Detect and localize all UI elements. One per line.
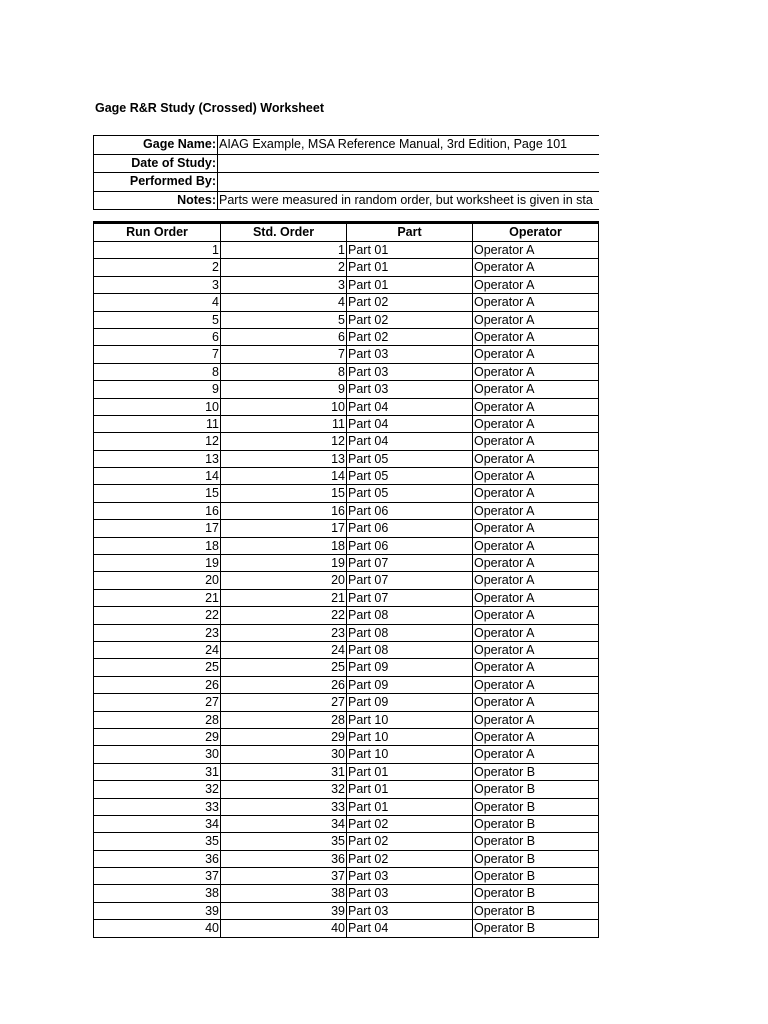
table-row [93, 764, 599, 781]
part-cell[interactable]: Part 02 [346, 816, 472, 832]
part-cell[interactable]: Part 09 [346, 677, 472, 693]
operator-cell[interactable]: Operator A [472, 433, 599, 449]
std-order-cell[interactable]: 9 [220, 381, 346, 397]
std-order-cell[interactable]: 28 [220, 712, 346, 728]
table-header-row [93, 224, 599, 242]
performed-by-row [93, 173, 599, 192]
part-cell[interactable]: Part 04 [346, 433, 472, 449]
run-order-cell[interactable]: 17 [93, 520, 220, 536]
operator-cell[interactable]: Operator A [472, 346, 599, 362]
operator-cell[interactable]: Operator B [472, 851, 599, 867]
table-row [93, 781, 599, 798]
table-row [93, 729, 599, 746]
run-order-cell[interactable]: 38 [93, 885, 220, 901]
table-row [93, 468, 599, 485]
table-row [93, 903, 599, 920]
operator-cell[interactable]: Operator A [472, 451, 599, 467]
table-row [93, 659, 599, 676]
std-order-cell[interactable]: 24 [220, 642, 346, 658]
run-order-cell[interactable]: 27 [93, 694, 220, 710]
run-order-cell[interactable]: 36 [93, 851, 220, 867]
part-cell[interactable]: Part 08 [346, 642, 472, 658]
part-cell[interactable]: Part 04 [346, 920, 472, 936]
operator-cell[interactable]: Operator A [472, 329, 599, 345]
std-order-header: Std. Order [220, 224, 346, 241]
std-order-cell[interactable]: 8 [220, 364, 346, 380]
table-row [93, 364, 599, 381]
performed-by-value[interactable] [218, 173, 599, 191]
run-order-cell[interactable]: 37 [93, 868, 220, 884]
run-order-cell[interactable]: 1 [93, 242, 220, 258]
part-cell[interactable]: Part 05 [346, 451, 472, 467]
performed-by-label: Performed By: [93, 173, 218, 191]
operator-cell[interactable]: Operator B [472, 920, 599, 936]
part-cell[interactable]: Part 05 [346, 485, 472, 501]
part-cell[interactable]: Part 07 [346, 555, 472, 571]
table-row [93, 277, 599, 294]
date-of-study-row [93, 155, 599, 174]
table-row [93, 329, 599, 346]
part-cell[interactable]: Part 02 [346, 294, 472, 310]
operator-cell[interactable]: Operator B [472, 903, 599, 919]
std-order-cell[interactable]: 32 [220, 781, 346, 797]
operator-cell[interactable]: Operator A [472, 242, 599, 258]
std-order-cell[interactable]: 37 [220, 868, 346, 884]
std-order-cell[interactable]: 1 [220, 242, 346, 258]
run-order-cell[interactable]: 3 [93, 277, 220, 293]
table-row [93, 677, 599, 694]
run-order-cell[interactable]: 4 [93, 294, 220, 310]
table-row [93, 520, 599, 537]
operator-cell[interactable]: Operator A [472, 712, 599, 728]
run-order-cell[interactable]: 14 [93, 468, 220, 484]
run-order-cell[interactable]: 10 [93, 399, 220, 415]
part-cell[interactable]: Part 08 [346, 607, 472, 623]
std-order-cell[interactable]: 18 [220, 538, 346, 554]
part-cell[interactable]: Part 03 [346, 885, 472, 901]
std-order-cell[interactable]: 40 [220, 920, 346, 936]
run-order-cell[interactable]: 40 [93, 920, 220, 936]
table-row [93, 833, 599, 850]
part-cell[interactable]: Part 02 [346, 329, 472, 345]
table-row [93, 885, 599, 902]
run-order-cell[interactable]: 31 [93, 764, 220, 780]
operator-cell[interactable]: Operator A [472, 746, 599, 762]
part-cell[interactable]: Part 01 [346, 764, 472, 780]
std-order-cell[interactable]: 31 [220, 764, 346, 780]
table-row [93, 625, 599, 642]
operator-cell[interactable]: Operator A [472, 416, 599, 432]
std-order-cell[interactable]: 34 [220, 816, 346, 832]
table-row [93, 642, 599, 659]
std-order-cell[interactable]: 27 [220, 694, 346, 710]
gage-name-row [93, 135, 599, 155]
part-cell[interactable]: Part 10 [346, 729, 472, 745]
part-cell[interactable]: Part 09 [346, 694, 472, 710]
operator-cell[interactable]: Operator A [472, 312, 599, 328]
operator-cell[interactable]: Operator A [472, 607, 599, 623]
operator-cell[interactable]: Operator A [472, 625, 599, 641]
table-row [93, 503, 599, 520]
run-order-cell[interactable]: 8 [93, 364, 220, 380]
part-cell[interactable]: Part 10 [346, 746, 472, 762]
notes-row [93, 192, 599, 211]
run-order-cell[interactable]: 39 [93, 903, 220, 919]
operator-cell[interactable]: Operator A [472, 590, 599, 606]
operator-cell[interactable]: Operator A [472, 294, 599, 310]
table-row [93, 312, 599, 329]
operator-cell[interactable]: Operator B [472, 885, 599, 901]
table-row [93, 294, 599, 311]
operator-cell[interactable]: Operator A [472, 677, 599, 693]
table-row [93, 416, 599, 433]
part-cell[interactable]: Part 02 [346, 851, 472, 867]
table-row [93, 607, 599, 624]
gage-name-value[interactable]: AIAG Example, MSA Reference Manual, 3rd Edition, Page 101 [219, 137, 568, 151]
run-order-cell[interactable]: 21 [93, 590, 220, 606]
part-cell[interactable]: Part 03 [346, 903, 472, 919]
run-order-cell[interactable]: 18 [93, 538, 220, 554]
part-cell[interactable]: Part 04 [346, 416, 472, 432]
part-cell[interactable]: Part 09 [346, 659, 472, 675]
operator-cell[interactable]: Operator A [472, 259, 599, 275]
part-cell[interactable]: Part 06 [346, 503, 472, 519]
gage-name-label: Gage Name: [93, 136, 218, 154]
date-of-study-label: Date of Study: [93, 155, 218, 173]
part-cell[interactable]: Part 02 [346, 833, 472, 849]
part-cell[interactable]: Part 01 [346, 277, 472, 293]
date-of-study-value[interactable] [218, 155, 599, 173]
std-order-cell[interactable]: 20 [220, 572, 346, 588]
std-order-cell[interactable]: 2 [220, 259, 346, 275]
std-order-cell[interactable]: 25 [220, 659, 346, 675]
run-order-cell[interactable]: 30 [93, 746, 220, 762]
table-row [93, 346, 599, 363]
std-order-cell[interactable]: 16 [220, 503, 346, 519]
run-order-cell[interactable]: 13 [93, 451, 220, 467]
operator-cell[interactable]: Operator A [472, 381, 599, 397]
run-order-cell[interactable]: 6 [93, 329, 220, 345]
operator-cell[interactable]: Operator B [472, 799, 599, 815]
table-row [93, 555, 599, 572]
table-row [93, 851, 599, 868]
part-cell[interactable]: Part 01 [346, 799, 472, 815]
part-cell[interactable]: Part 07 [346, 590, 472, 606]
run-order-cell[interactable]: 24 [93, 642, 220, 658]
table-row [93, 538, 599, 555]
operator-cell[interactable]: Operator A [472, 694, 599, 710]
operator-cell[interactable]: Operator A [472, 555, 599, 571]
run-order-cell[interactable]: 35 [93, 833, 220, 849]
part-cell[interactable]: Part 03 [346, 868, 472, 884]
run-order-cell[interactable]: 32 [93, 781, 220, 797]
std-order-cell[interactable]: 29 [220, 729, 346, 745]
std-order-cell[interactable]: 36 [220, 851, 346, 867]
operator-cell[interactable]: Operator B [472, 781, 599, 797]
table-row [93, 590, 599, 607]
operator-cell[interactable]: Operator A [472, 277, 599, 293]
table-row [93, 920, 599, 937]
part-cell[interactable]: Part 06 [346, 520, 472, 536]
part-header: Part [346, 224, 472, 241]
operator-cell[interactable]: Operator A [472, 399, 599, 415]
run-order-cell[interactable]: 33 [93, 799, 220, 815]
part-cell[interactable]: Part 01 [346, 781, 472, 797]
run-order-cell[interactable]: 12 [93, 433, 220, 449]
run-order-cell[interactable]: 19 [93, 555, 220, 571]
table-row [93, 399, 599, 416]
part-cell[interactable]: Part 02 [346, 312, 472, 328]
run-order-cell[interactable]: 20 [93, 572, 220, 588]
run-order-cell[interactable]: 9 [93, 381, 220, 397]
run-order-header: Run Order [93, 224, 220, 241]
std-order-cell[interactable]: 4 [220, 294, 346, 310]
std-order-cell[interactable]: 13 [220, 451, 346, 467]
table-row [93, 259, 599, 276]
part-cell[interactable]: Part 06 [346, 538, 472, 554]
part-cell[interactable]: Part 03 [346, 381, 472, 397]
operator-cell[interactable]: Operator A [472, 729, 599, 745]
table-row [93, 485, 599, 502]
operator-cell[interactable]: Operator A [472, 659, 599, 675]
std-order-cell[interactable]: 39 [220, 903, 346, 919]
table-row [93, 868, 599, 885]
operator-cell[interactable]: Operator A [472, 364, 599, 380]
table-row [93, 694, 599, 711]
run-order-cell[interactable]: 26 [93, 677, 220, 693]
std-order-cell[interactable]: 11 [220, 416, 346, 432]
std-order-cell[interactable]: 17 [220, 520, 346, 536]
part-cell[interactable]: Part 04 [346, 399, 472, 415]
std-order-cell[interactable]: 10 [220, 399, 346, 415]
operator-cell[interactable]: Operator B [472, 816, 599, 832]
std-order-cell[interactable]: 35 [220, 833, 346, 849]
table-row [93, 799, 599, 816]
std-order-cell[interactable]: 12 [220, 433, 346, 449]
operator-header: Operator [472, 224, 599, 241]
part-cell[interactable]: Part 01 [346, 242, 472, 258]
std-order-cell[interactable]: 19 [220, 555, 346, 571]
table-row [93, 572, 599, 589]
operator-cell[interactable]: Operator A [472, 468, 599, 484]
run-order-cell[interactable]: 16 [93, 503, 220, 519]
run-order-cell[interactable]: 28 [93, 712, 220, 728]
std-order-cell[interactable]: 21 [220, 590, 346, 606]
std-order-cell[interactable]: 30 [220, 746, 346, 762]
notes-value[interactable]: Parts were measured in random order, but worksheet is given in sta [219, 192, 593, 207]
table-row [93, 451, 599, 468]
run-order-cell[interactable]: 7 [93, 346, 220, 362]
table-row [93, 381, 599, 398]
std-order-cell[interactable]: 3 [220, 277, 346, 293]
table-row [93, 712, 599, 729]
table-row [93, 746, 599, 763]
std-order-cell[interactable]: 22 [220, 607, 346, 623]
part-cell[interactable]: Part 01 [346, 259, 472, 275]
table-row [93, 242, 599, 259]
std-order-cell[interactable]: 7 [220, 346, 346, 362]
run-order-cell[interactable]: 2 [93, 259, 220, 275]
operator-cell[interactable]: Operator A [472, 503, 599, 519]
std-order-cell[interactable]: 15 [220, 485, 346, 501]
part-cell[interactable]: Part 07 [346, 572, 472, 588]
part-cell[interactable]: Part 03 [346, 364, 472, 380]
run-order-table [93, 221, 599, 938]
run-order-cell[interactable]: 34 [93, 816, 220, 832]
run-order-cell[interactable]: 22 [93, 607, 220, 623]
std-order-cell[interactable]: 6 [220, 329, 346, 345]
worksheet-title: Gage R&R Study (Crossed) Worksheet [95, 101, 324, 115]
std-order-cell[interactable]: 5 [220, 312, 346, 328]
operator-cell[interactable]: Operator B [472, 833, 599, 849]
operator-cell[interactable]: Operator B [472, 764, 599, 780]
operator-cell[interactable]: Operator A [472, 485, 599, 501]
notes-label: Notes: [93, 192, 218, 210]
operator-cell[interactable]: Operator A [472, 520, 599, 536]
part-cell[interactable]: Part 05 [346, 468, 472, 484]
run-order-cell[interactable]: 25 [93, 659, 220, 675]
std-order-cell[interactable]: 23 [220, 625, 346, 641]
part-cell[interactable]: Part 08 [346, 625, 472, 641]
table-row [93, 816, 599, 833]
run-order-cell[interactable]: 11 [93, 416, 220, 432]
std-order-cell[interactable]: 14 [220, 468, 346, 484]
run-order-cell[interactable]: 5 [93, 312, 220, 328]
operator-cell[interactable]: Operator B [472, 868, 599, 884]
run-order-cell[interactable]: 23 [93, 625, 220, 641]
run-order-cell[interactable]: 15 [93, 485, 220, 501]
std-order-cell[interactable]: 33 [220, 799, 346, 815]
part-cell[interactable]: Part 03 [346, 346, 472, 362]
run-order-cell[interactable]: 29 [93, 729, 220, 745]
operator-cell[interactable]: Operator A [472, 572, 599, 588]
std-order-cell[interactable]: 38 [220, 885, 346, 901]
part-cell[interactable]: Part 10 [346, 712, 472, 728]
operator-cell[interactable]: Operator A [472, 642, 599, 658]
std-order-cell[interactable]: 26 [220, 677, 346, 693]
operator-cell[interactable]: Operator A [472, 538, 599, 554]
study-info-table [93, 135, 599, 210]
table-row [93, 433, 599, 450]
